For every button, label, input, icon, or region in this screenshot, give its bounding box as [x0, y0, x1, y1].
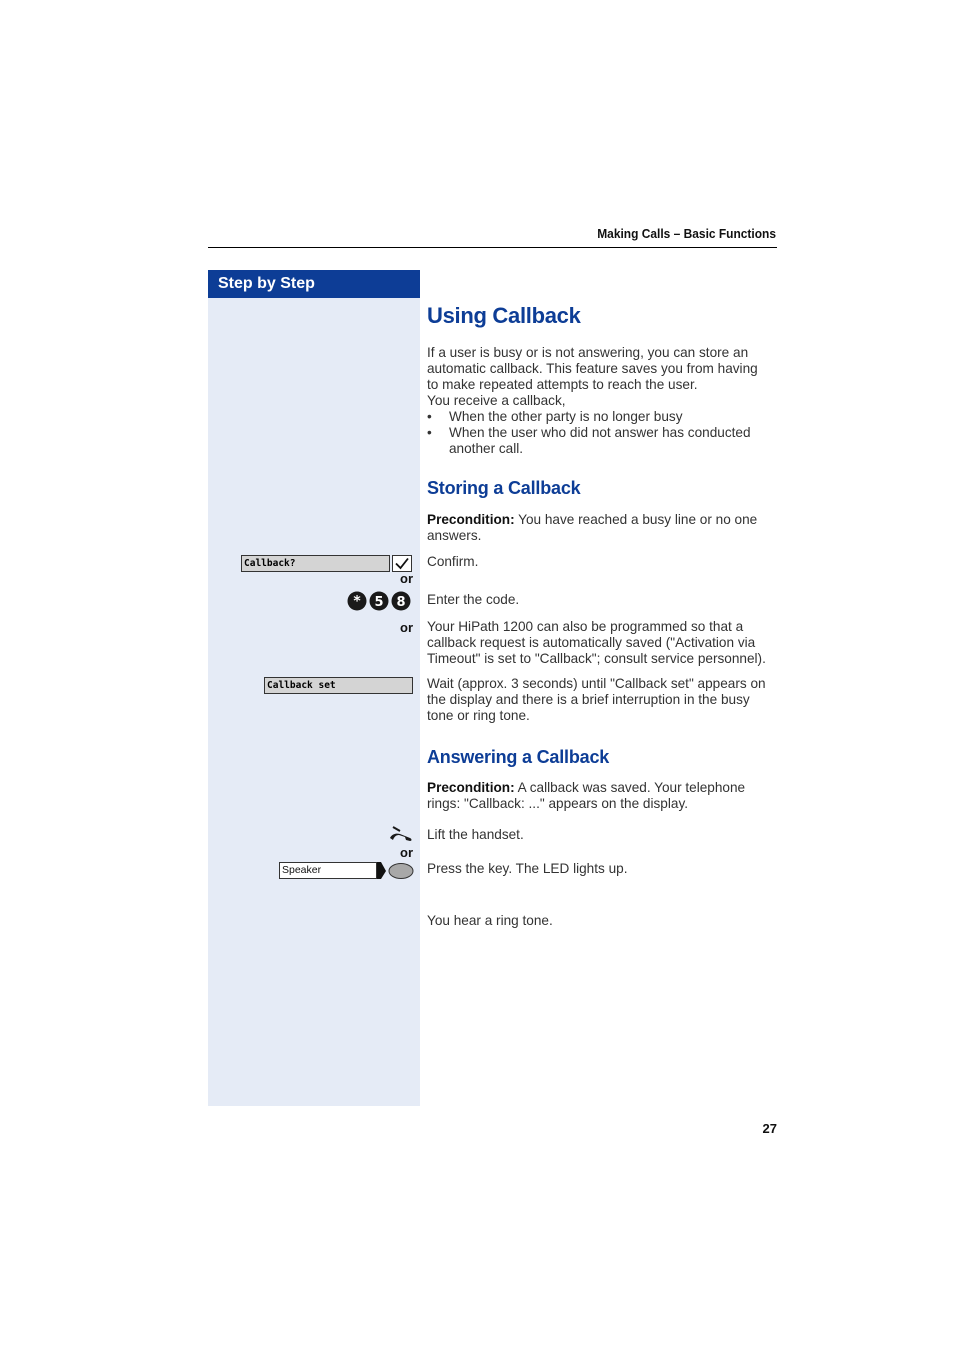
led-key-icon: [389, 864, 413, 879]
or-label: or: [400, 620, 413, 635]
confirm-key[interactable]: [392, 555, 412, 572]
precondition-text: A callback was saved. Your telephone: [514, 780, 746, 795]
precondition-text: rings: "Callback: ..." appears on the display.: [427, 796, 689, 811]
intro-line: If a user is busy or is not answering, you can store an: [427, 345, 749, 360]
precondition-text: You have reached a busy line or no one: [514, 512, 758, 527]
auto-line: Timeout" is set to "Callback"; consult service personnel).: [427, 651, 766, 666]
speaker-key[interactable]: [377, 862, 415, 880]
auto-callback-paragraph: [427, 619, 779, 667]
precondition-label: Precondition:: [427, 780, 515, 795]
bullet-item: [427, 409, 779, 425]
page-title: Using Callback: [427, 303, 581, 328]
answering-heading: Answering a Callback: [427, 747, 610, 767]
running-header: Making Calls – Basic Functions: [597, 226, 776, 241]
storing-precondition: [427, 512, 779, 544]
bullet-line: another call.: [449, 441, 524, 456]
page-number: 27: [762, 1121, 777, 1136]
intro-line: automatic callback. This feature saves you from having: [427, 361, 758, 376]
precondition-text: answers.: [427, 528, 482, 543]
precondition-label: Precondition:: [427, 512, 515, 527]
handset-icon: [388, 825, 414, 843]
bullet-line: When the user who did not answer has conducted: [449, 425, 751, 440]
checkmark-icon: [393, 556, 411, 571]
or-label: or: [400, 845, 413, 860]
auto-line: callback request is automatically saved ("Activation via: [427, 635, 756, 650]
wait-paragraph: [427, 676, 779, 724]
or-label: or: [400, 571, 413, 586]
press-key-text: Press the key. The LED lights up.: [427, 861, 628, 876]
callback-prompt-display: Callback?: [241, 555, 390, 572]
wait-line: tone or ring tone.: [427, 708, 530, 723]
intro-line: to make repeated attempts to reach the user.: [427, 377, 698, 392]
callback-set-display: Callback set: [264, 677, 413, 694]
bullet-marker: •: [427, 409, 432, 424]
lift-handset-text: Lift the handset.: [427, 827, 524, 842]
header-rule: [208, 247, 777, 248]
storing-heading: Storing a Callback: [427, 478, 581, 498]
bullet-item: [427, 425, 779, 457]
wait-line: Wait (approx. 3 seconds) until "Callback set" appears on: [427, 676, 766, 691]
wait-line: the display and there is a brief interruption in the busy: [427, 692, 750, 707]
code-keys: [346, 591, 414, 611]
intro-line: You receive a callback,: [427, 393, 566, 408]
enter-code-text: Enter the code.: [427, 592, 520, 607]
auto-line: Your HiPath 1200 can also be programmed so that a: [427, 619, 744, 634]
five-key-label: 5: [374, 595, 384, 610]
bullet-line: When the other party is no longer busy: [449, 409, 683, 424]
speaker-key-label: Speaker: [279, 862, 377, 879]
bullet-marker: •: [427, 425, 432, 440]
confirm-text: Confirm.: [427, 554, 479, 569]
sidebar-title: Step by Step: [208, 270, 420, 298]
star-key-label: *: [353, 593, 361, 610]
eight-key-label: 8: [396, 595, 406, 610]
pointer-icon: [377, 862, 386, 879]
answering-precondition: [427, 780, 779, 812]
intro-paragraph: [427, 345, 779, 409]
ring-tone-text: You hear a ring tone.: [427, 913, 553, 928]
